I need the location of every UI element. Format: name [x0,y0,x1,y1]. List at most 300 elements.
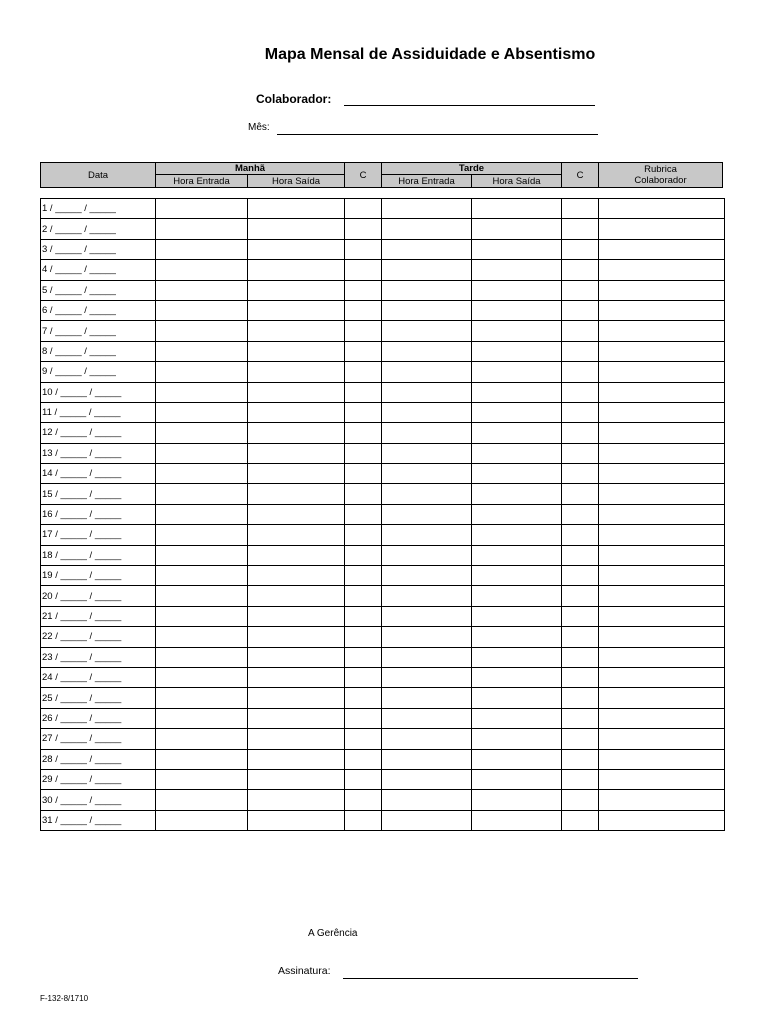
manha-hora-entrada-cell[interactable] [156,667,248,687]
header-tarde-hora-saida: Hora Saída [492,176,541,187]
rubrica-cell[interactable] [599,260,725,280]
manha-hora-entrada-cell[interactable] [156,586,248,606]
tarde-hora-saida-cell[interactable] [472,708,562,728]
date-cell: 2 / _____ / _____ [41,219,156,239]
colaborador-label: Colaborador: [256,92,332,106]
manha-hora-saida-cell[interactable] [248,810,345,830]
tarde-c-cell[interactable] [562,382,599,402]
tarde-c-cell[interactable] [562,606,599,626]
date-cell: 16 / _____ / _____ [41,504,156,524]
manha-c-cell[interactable] [345,749,382,769]
rubrica-cell[interactable] [599,566,725,586]
tarde-hora-saida-cell[interactable] [472,280,562,300]
manha-hora-saida-cell[interactable] [248,280,345,300]
rubrica-cell[interactable] [599,790,725,810]
tarde-hora-saida-cell[interactable] [472,606,562,626]
tarde-hora-entrada-cell[interactable] [382,667,472,687]
date-cell: 26 / _____ / _____ [41,708,156,728]
tarde-c-cell[interactable] [562,504,599,524]
date-cell: 28 / _____ / _____ [41,749,156,769]
manha-c-cell[interactable] [345,362,382,382]
date-cell: 15 / _____ / _____ [41,484,156,504]
table-row [41,769,725,789]
manha-hora-entrada-cell[interactable] [156,464,248,484]
tarde-hora-saida-cell[interactable] [472,239,562,259]
rubrica-cell[interactable] [599,545,725,565]
tarde-c-cell[interactable] [562,423,599,443]
table-header [40,162,723,188]
table-row [41,219,725,239]
manha-hora-entrada-cell[interactable] [156,382,248,402]
gerencia-label: A Gerência [308,928,358,939]
table-row [41,362,725,382]
tarde-hora-saida-cell[interactable] [472,402,562,422]
tarde-hora-entrada-cell[interactable] [382,464,472,484]
table-row [41,402,725,422]
date-cell: 23 / _____ / _____ [41,647,156,667]
manha-c-cell[interactable] [345,321,382,341]
date-cell: 31 / _____ / _____ [41,810,156,830]
rubrica-cell[interactable] [599,769,725,789]
manha-hora-saida-cell[interactable] [248,484,345,504]
tarde-c-cell[interactable] [562,484,599,504]
tarde-c-cell[interactable] [562,769,599,789]
manha-hora-entrada-cell[interactable] [156,627,248,647]
date-cell: 8 / _____ / _____ [41,341,156,361]
rubrica-cell[interactable] [599,382,725,402]
manha-c-cell[interactable] [345,647,382,667]
date-cell: 7 / _____ / _____ [41,321,156,341]
tarde-hora-entrada-cell[interactable] [382,260,472,280]
tarde-hora-entrada-cell[interactable] [382,321,472,341]
table-row [41,280,725,300]
tarde-hora-saida-cell[interactable] [472,423,562,443]
manha-hora-entrada-cell[interactable] [156,545,248,565]
header-tarde-group [382,163,562,187]
tarde-hora-saida-cell[interactable] [472,464,562,484]
tarde-hora-entrada-cell[interactable] [382,280,472,300]
tarde-c-cell[interactable] [562,790,599,810]
tarde-c-cell[interactable] [562,239,599,259]
manha-hora-saida-cell[interactable] [248,769,345,789]
rubrica-cell[interactable] [599,300,725,320]
tarde-hora-saida-cell[interactable] [472,382,562,402]
manha-c-cell[interactable] [345,525,382,545]
date-cell: 3 / _____ / _____ [41,239,156,259]
tarde-c-cell[interactable] [562,525,599,545]
tarde-hora-saida-cell[interactable] [472,545,562,565]
manha-hora-entrada-cell[interactable] [156,443,248,463]
tarde-hora-saida-cell[interactable] [472,484,562,504]
tarde-hora-saida-cell[interactable] [472,647,562,667]
manha-c-cell[interactable] [345,627,382,647]
tarde-hora-saida-cell[interactable] [472,810,562,830]
tarde-c-cell[interactable] [562,219,599,239]
manha-hora-saida-cell[interactable] [248,525,345,545]
date-cell: 10 / _____ / _____ [41,382,156,402]
mes-field[interactable] [277,134,598,135]
tarde-hora-saida-cell[interactable] [472,586,562,606]
tarde-hora-entrada-cell[interactable] [382,341,472,361]
manha-hora-saida-cell[interactable] [248,504,345,524]
table-row [41,464,725,484]
tarde-c-cell[interactable] [562,586,599,606]
date-cell: 6 / _____ / _____ [41,300,156,320]
tarde-hora-entrada-cell[interactable] [382,219,472,239]
tarde-c-cell[interactable] [562,729,599,749]
manha-hora-entrada-cell[interactable] [156,300,248,320]
table-row [41,484,725,504]
tarde-hora-entrada-cell[interactable] [382,769,472,789]
tarde-hora-entrada-cell[interactable] [382,484,472,504]
tarde-hora-saida-cell[interactable] [472,749,562,769]
manha-hora-saida-cell[interactable] [248,219,345,239]
rubrica-cell[interactable] [599,443,725,463]
manha-hora-saida-cell[interactable] [248,402,345,422]
manha-c-cell[interactable] [345,708,382,728]
manha-hora-entrada-cell[interactable] [156,810,248,830]
rubrica-cell[interactable] [599,423,725,443]
tarde-hora-entrada-cell[interactable] [382,199,472,219]
tarde-c-cell[interactable] [562,545,599,565]
assinatura-field[interactable] [343,978,638,979]
tarde-hora-entrada-cell[interactable] [382,239,472,259]
manha-c-cell[interactable] [345,810,382,830]
table-row [41,382,725,402]
rubrica-cell[interactable] [599,504,725,524]
manha-hora-saida-cell[interactable] [248,239,345,259]
table-row [41,647,725,667]
manha-hora-saida-cell[interactable] [248,321,345,341]
manha-hora-entrada-cell[interactable] [156,362,248,382]
tarde-hora-saida-cell[interactable] [472,566,562,586]
date-cell: 24 / _____ / _____ [41,667,156,687]
manha-c-cell[interactable] [345,688,382,708]
tarde-hora-entrada-cell[interactable] [382,647,472,667]
manha-c-cell[interactable] [345,300,382,320]
manha-hora-entrada-cell[interactable] [156,647,248,667]
colaborador-field[interactable] [344,105,595,106]
manha-hora-saida-cell[interactable] [248,627,345,647]
table-row [41,810,725,830]
manha-hora-saida-cell[interactable] [248,749,345,769]
tarde-c-cell[interactable] [562,321,599,341]
date-cell: 4 / _____ / _____ [41,260,156,280]
manha-c-cell[interactable] [345,464,382,484]
date-cell: 29 / _____ / _____ [41,769,156,789]
header-manha-hora-saida: Hora Saída [271,176,321,187]
manha-c-cell[interactable] [345,280,382,300]
manha-hora-saida-cell[interactable] [248,729,345,749]
manha-hora-saida-cell[interactable] [248,566,345,586]
manha-c-cell[interactable] [345,769,382,789]
date-cell: 12 / _____ / _____ [41,423,156,443]
manha-hora-entrada-cell[interactable] [156,199,248,219]
date-cell: 25 / _____ / _____ [41,688,156,708]
rubrica-cell[interactable] [599,688,725,708]
header-manha-group [156,163,345,187]
manha-hora-entrada-cell[interactable] [156,239,248,259]
manha-hora-entrada-cell[interactable] [156,688,248,708]
date-cell: 21 / _____ / _____ [41,606,156,626]
manha-hora-saida-cell[interactable] [248,382,345,402]
tarde-c-cell[interactable] [562,688,599,708]
tarde-hora-saida-cell[interactable] [472,504,562,524]
manha-c-cell[interactable] [345,199,382,219]
table-row [41,729,725,749]
date-cell: 17 / _____ / _____ [41,525,156,545]
manha-hora-entrada-cell[interactable] [156,729,248,749]
manha-hora-saida-cell[interactable] [248,667,345,687]
date-cell: 9 / _____ / _____ [41,362,156,382]
table-row [41,708,725,728]
tarde-c-cell[interactable] [562,260,599,280]
attendance-table [40,198,725,831]
date-cell: 5 / _____ / _____ [41,280,156,300]
manha-hora-entrada-cell[interactable] [156,566,248,586]
rubrica-cell[interactable] [599,219,725,239]
tarde-hora-entrada-cell[interactable] [382,790,472,810]
tarde-c-cell[interactable] [562,749,599,769]
manha-c-cell[interactable] [345,484,382,504]
table-row [41,423,725,443]
tarde-hora-saida-cell[interactable] [472,219,562,239]
tarde-hora-saida-cell[interactable] [472,667,562,687]
manha-hora-saida-cell[interactable] [248,545,345,565]
rubrica-cell[interactable] [599,810,725,830]
tarde-hora-entrada-cell[interactable] [382,586,472,606]
header-c-tarde: C [562,163,599,187]
form-code: F-132-8/1710 [40,994,89,1003]
tarde-hora-saida-cell[interactable] [472,729,562,749]
date-cell: 11 / _____ / _____ [41,402,156,422]
manha-hora-saida-cell[interactable] [248,464,345,484]
date-cell: 19 / _____ / _____ [41,566,156,586]
tarde-c-cell[interactable] [562,280,599,300]
manha-hora-saida-cell[interactable] [248,586,345,606]
rubrica-cell[interactable] [599,321,725,341]
manha-hora-saida-cell[interactable] [248,341,345,361]
tarde-c-cell[interactable] [562,566,599,586]
header-tarde: Tarde [382,163,561,175]
manha-hora-entrada-cell[interactable] [156,708,248,728]
table-row [41,749,725,769]
manha-hora-entrada-cell[interactable] [156,219,248,239]
manha-hora-entrada-cell[interactable] [156,423,248,443]
header-data: Data [41,163,156,187]
manha-c-cell[interactable] [345,667,382,687]
tarde-hora-entrada-cell[interactable] [382,749,472,769]
table-row [41,566,725,586]
manha-hora-entrada-cell[interactable] [156,749,248,769]
manha-hora-saida-cell[interactable] [248,688,345,708]
table-row [41,627,725,647]
tarde-c-cell[interactable] [562,341,599,361]
manha-hora-entrada-cell[interactable] [156,606,248,626]
rubrica-cell[interactable] [599,627,725,647]
rubrica-cell[interactable] [599,525,725,545]
tarde-c-cell[interactable] [562,667,599,687]
tarde-hora-entrada-cell[interactable] [382,627,472,647]
rubrica-cell[interactable] [599,402,725,422]
manha-c-cell[interactable] [345,545,382,565]
table-row [41,545,725,565]
tarde-c-cell[interactable] [562,708,599,728]
tarde-hora-entrada-cell[interactable] [382,504,472,524]
manha-c-cell[interactable] [345,239,382,259]
manha-hora-entrada-cell[interactable] [156,260,248,280]
date-cell: 18 / _____ / _____ [41,545,156,565]
date-cell: 27 / _____ / _____ [41,729,156,749]
tarde-hora-saida-cell[interactable] [472,199,562,219]
manha-c-cell[interactable] [345,790,382,810]
manha-c-cell[interactable] [345,566,382,586]
rubrica-cell[interactable] [599,667,725,687]
manha-hora-entrada-cell[interactable] [156,504,248,524]
manha-c-cell[interactable] [345,586,382,606]
tarde-hora-saida-cell[interactable] [472,443,562,463]
table-row [41,504,725,524]
page-title: Mapa Mensal de Assiduidade e Absentismo [264,46,596,63]
tarde-hora-entrada-cell[interactable] [382,443,472,463]
tarde-hora-entrada-cell[interactable] [382,566,472,586]
manha-hora-entrada-cell[interactable] [156,341,248,361]
tarde-hora-entrada-cell[interactable] [382,423,472,443]
manha-hora-saida-cell[interactable] [248,199,345,219]
rubrica-cell[interactable] [599,749,725,769]
manha-hora-saida-cell[interactable] [248,423,345,443]
table-row [41,586,725,606]
tarde-hora-saida-cell[interactable] [472,300,562,320]
mes-label: Mês: [248,122,270,133]
tarde-c-cell[interactable] [562,443,599,463]
manha-c-cell[interactable] [345,423,382,443]
tarde-hora-saida-cell[interactable] [472,362,562,382]
tarde-c-cell[interactable] [562,402,599,422]
date-cell: 1 / _____ / _____ [41,199,156,219]
manha-hora-entrada-cell[interactable] [156,280,248,300]
date-cell: 13 / _____ / _____ [41,443,156,463]
tarde-c-cell[interactable] [562,300,599,320]
header-rubrica-line1: Rubrica [644,164,677,175]
tarde-c-cell[interactable] [562,647,599,667]
tarde-hora-saida-cell[interactable] [472,769,562,789]
tarde-hora-entrada-cell[interactable] [382,382,472,402]
header-manha: Manhã [156,163,344,175]
manha-c-cell[interactable] [345,402,382,422]
header-rubrica-line2: Colaborador [634,175,687,186]
manha-c-cell[interactable] [345,729,382,749]
rubrica-cell[interactable] [599,606,725,626]
tarde-hora-saida-cell[interactable] [472,525,562,545]
tarde-hora-entrada-cell[interactable] [382,729,472,749]
rubrica-cell[interactable] [599,341,725,361]
date-cell: 20 / _____ / _____ [41,586,156,606]
manha-c-cell[interactable] [345,260,382,280]
rubrica-cell[interactable] [599,199,725,219]
manha-hora-saida-cell[interactable] [248,606,345,626]
tarde-hora-saida-cell[interactable] [472,260,562,280]
table-row [41,606,725,626]
rubrica-cell[interactable] [599,708,725,728]
header-rubrica [599,163,722,187]
tarde-hora-entrada-cell[interactable] [382,688,472,708]
table-row [41,321,725,341]
tarde-c-cell[interactable] [562,362,599,382]
manha-c-cell[interactable] [345,504,382,524]
tarde-hora-entrada-cell[interactable] [382,545,472,565]
rubrica-cell[interactable] [599,586,725,606]
tarde-hora-saida-cell[interactable] [472,790,562,810]
manha-hora-saida-cell[interactable] [248,300,345,320]
date-cell: 30 / _____ / _____ [41,790,156,810]
tarde-hora-entrada-cell[interactable] [382,362,472,382]
table-row [41,260,725,280]
rubrica-cell[interactable] [599,280,725,300]
manha-c-cell[interactable] [345,382,382,402]
rubrica-cell[interactable] [599,729,725,749]
tarde-c-cell[interactable] [562,199,599,219]
tarde-hora-saida-cell[interactable] [472,688,562,708]
manha-hora-entrada-cell[interactable] [156,769,248,789]
manha-hora-saida-cell[interactable] [248,790,345,810]
manha-hora-entrada-cell[interactable] [156,484,248,504]
rubrica-cell[interactable] [599,239,725,259]
tarde-hora-saida-cell[interactable] [472,341,562,361]
tarde-c-cell[interactable] [562,810,599,830]
rubrica-cell[interactable] [599,464,725,484]
manha-hora-entrada-cell[interactable] [156,790,248,810]
tarde-c-cell[interactable] [562,627,599,647]
table-row [41,239,725,259]
table-row [41,790,725,810]
rubrica-cell[interactable] [599,362,725,382]
tarde-hora-entrada-cell[interactable] [382,810,472,830]
manha-hora-saida-cell[interactable] [248,647,345,667]
tarde-hora-entrada-cell[interactable] [382,402,472,422]
table-row [41,341,725,361]
tarde-c-cell[interactable] [562,464,599,484]
tarde-hora-entrada-cell[interactable] [382,708,472,728]
date-cell: 22 / _____ / _____ [41,627,156,647]
manha-hora-entrada-cell[interactable] [156,321,248,341]
table-row [41,300,725,320]
header-tarde-hora-entrada: Hora Entrada [382,175,472,188]
rubrica-cell[interactable] [599,484,725,504]
tarde-hora-entrada-cell[interactable] [382,606,472,626]
manha-c-cell[interactable] [345,606,382,626]
rubrica-cell[interactable] [599,647,725,667]
manha-hora-entrada-cell[interactable] [156,525,248,545]
manha-hora-saida-cell[interactable] [248,443,345,463]
table-row [41,667,725,687]
manha-hora-saida-cell[interactable] [248,362,345,382]
manha-c-cell[interactable] [345,219,382,239]
manha-hora-entrada-cell[interactable] [156,402,248,422]
manha-c-cell[interactable] [345,341,382,361]
header-manha-hora-entrada: Hora Entrada [156,175,248,188]
manha-c-cell[interactable] [345,443,382,463]
tarde-hora-saida-cell[interactable] [472,321,562,341]
tarde-hora-entrada-cell[interactable] [382,300,472,320]
tarde-hora-saida-cell[interactable] [472,627,562,647]
table-row [41,525,725,545]
table-row [41,199,725,219]
tarde-hora-entrada-cell[interactable] [382,525,472,545]
manha-hora-saida-cell[interactable] [248,260,345,280]
assinatura-label: Assinatura: [278,965,331,977]
manha-hora-saida-cell[interactable] [248,708,345,728]
